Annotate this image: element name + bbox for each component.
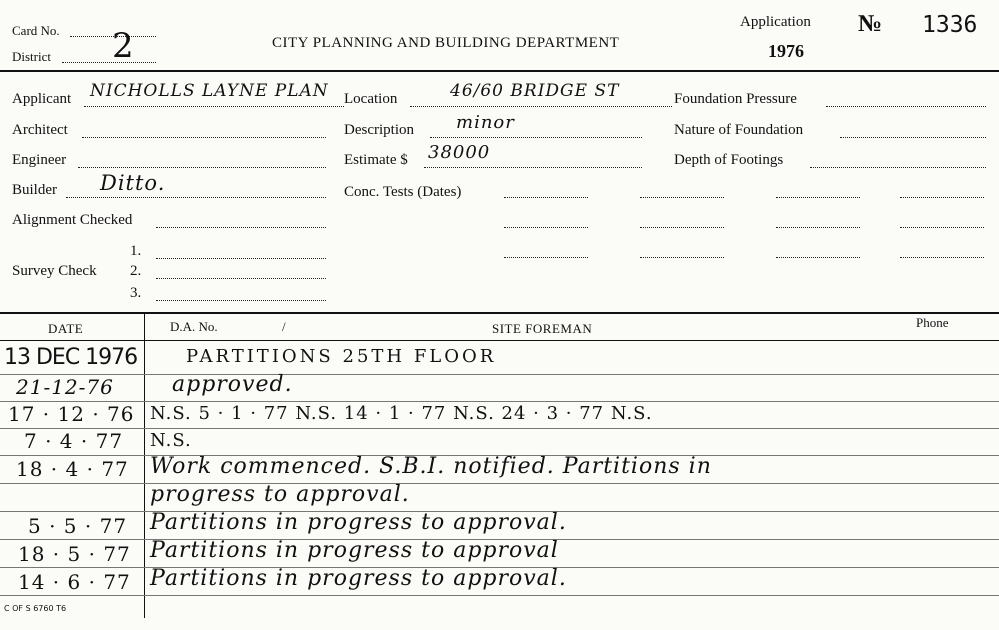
survey-1-label: 1.: [130, 243, 142, 259]
entry-date: 5 · 5 · 77: [28, 514, 128, 538]
builder-value: Ditto.: [100, 171, 166, 195]
ruled-line: [0, 595, 999, 596]
conc-line-3c: [776, 257, 860, 258]
col-da-header: D.A. No.: [170, 319, 218, 334]
conc-line-2c: [776, 227, 860, 228]
entry-text: Partitions in progress to approval: [150, 538, 559, 563]
builder-line: [66, 197, 326, 198]
builder-label: Builder: [12, 182, 57, 198]
survey-2-line: [156, 278, 326, 279]
survey-1-line: [156, 258, 326, 259]
card-no-label: Card No.: [12, 23, 60, 38]
foundation-pressure-label: Foundation Pressure: [674, 91, 797, 107]
district-line: [62, 62, 156, 63]
entry-text: N.S. 5 · 1 · 77 N.S. 14 · 1 · 77 N.S. 24 · 3 · 77 N.S.: [150, 403, 653, 424]
location-label: Location: [344, 91, 398, 107]
entry-text: Work commenced. S.B.I. notified. Partitions in: [150, 454, 712, 479]
conc-line-3a: [504, 257, 588, 258]
location-value: 46/60 BRIDGE ST: [450, 81, 620, 101]
entry-date: 18 · 5 · 77: [18, 542, 131, 566]
nature-foundation-line: [840, 137, 986, 138]
estimate-label: Estimate $: [344, 152, 408, 168]
description-value: minor: [456, 112, 515, 133]
alignment-label: Alignment Checked: [12, 212, 133, 228]
ruled-line: [0, 401, 999, 402]
conc-line-3d: [900, 257, 984, 258]
survey-check-label: Survey Check: [12, 263, 97, 279]
entry-text: PARTITIONS 25TH FLOOR: [186, 346, 497, 367]
table-header-rule: [0, 340, 999, 341]
header-rule: [0, 70, 999, 72]
district-value: 2: [112, 26, 135, 66]
col-slash: /: [282, 319, 286, 334]
form-code: C OF S 6760 T6: [4, 604, 67, 613]
location-line: [410, 106, 672, 107]
architect-line: [82, 137, 326, 138]
conc-line-2d: [900, 227, 984, 228]
conc-line-3b: [640, 257, 724, 258]
conc-tests-label: Conc. Tests (Dates): [344, 184, 462, 200]
district-label: District: [12, 49, 51, 64]
estimate-line: [424, 167, 642, 168]
conc-line-1b: [640, 197, 724, 198]
entry-date: 21-12-76: [16, 375, 114, 399]
application-label: Application: [740, 14, 811, 30]
col-phone-header: Phone: [916, 315, 949, 330]
conc-line-1c: [776, 197, 860, 198]
depth-footings-label: Depth of Footings: [674, 152, 784, 168]
estimate-value: 38000: [428, 142, 491, 163]
entry-text: approved.: [172, 372, 293, 397]
col-date-header: DATE: [48, 321, 84, 336]
application-number: 1336: [922, 12, 978, 38]
engineer-line: [78, 167, 326, 168]
nature-foundation-label: Nature of Foundation: [674, 122, 804, 138]
entry-date: 13 DEC 1976: [4, 345, 138, 370]
entry-text: N.S.: [150, 430, 192, 451]
entry-text: Partitions in progress to approval.: [150, 566, 567, 591]
description-line: [430, 137, 642, 138]
entry-text: progress to approval.: [150, 482, 410, 507]
entry-text: Partitions in progress to approval.: [150, 510, 567, 535]
conc-line-1d: [900, 197, 984, 198]
col-site-foreman-header: SITE FOREMAN: [492, 321, 593, 336]
entry-date: 14 · 6 · 77: [18, 570, 131, 594]
engineer-label: Engineer: [12, 152, 67, 168]
foundation-pressure-line: [826, 106, 986, 107]
survey-3-line: [156, 300, 326, 301]
description-label: Description: [344, 122, 414, 138]
applicant-line: [84, 106, 344, 107]
alignment-line: [156, 227, 326, 228]
application-year: 1976: [768, 41, 804, 61]
date-column-divider: [144, 312, 145, 618]
number-symbol: №: [858, 11, 883, 37]
ruled-line: [0, 374, 999, 375]
department-title: CITY PLANNING AND BUILDING DEPARTMENT: [272, 35, 620, 51]
table-top-rule: [0, 312, 999, 314]
entry-date: 17 · 12 · 76: [8, 402, 135, 426]
conc-line-2b: [640, 227, 724, 228]
ruled-line: [0, 428, 999, 429]
entry-date: 18 · 4 · 77: [16, 457, 129, 481]
conc-line-1a: [504, 197, 588, 198]
applicant-value: NICHOLLS LAYNE PLAN: [90, 81, 329, 101]
architect-label: Architect: [12, 122, 68, 138]
survey-3-label: 3.: [130, 285, 142, 301]
conc-line-2a: [504, 227, 588, 228]
entry-date: 7 · 4 · 77: [24, 429, 124, 453]
applicant-label: Applicant: [12, 91, 72, 107]
depth-footings-line: [810, 167, 986, 168]
survey-2-label: 2.: [130, 263, 142, 279]
